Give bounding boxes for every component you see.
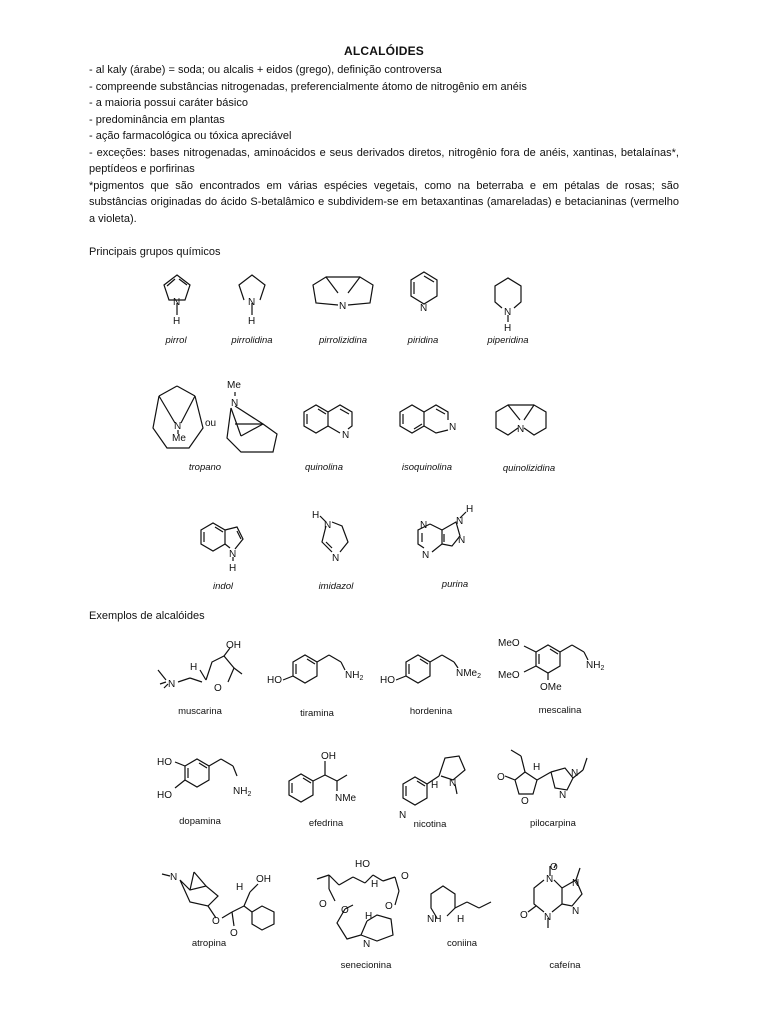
- coniina-structure: [425, 878, 505, 933]
- methoxy-label: MeO: [498, 670, 520, 681]
- nitrogen-atom: N: [456, 516, 464, 527]
- intro-line: - exceções: bases nitrogenadas, aminoácidos e seus derivados diretos, nitrogênio fora de anéis, xantinas, betalaínas*, peptídeos e porfirinas: [89, 146, 679, 175]
- oxygen-atom: O: [550, 862, 558, 873]
- hydrogen-atom: H: [236, 882, 244, 893]
- quinolina-structure: [296, 398, 358, 446]
- label-tropano: tropano: [188, 462, 222, 473]
- nitrogen-atom: N: [544, 912, 552, 923]
- hydrogen-atom: H: [457, 914, 465, 925]
- amine-label: $NH_2$: [345, 670, 364, 682]
- hydrogen-atom: H: [229, 563, 237, 574]
- hydroxyl-label: OH: [321, 751, 336, 762]
- dopamina-structure: [155, 752, 260, 812]
- methyl-label: Me: [227, 380, 241, 391]
- atropina-structure: [160, 862, 310, 937]
- hydrogen-atom: H: [431, 780, 439, 791]
- label-purina: purina: [441, 579, 469, 590]
- oxygen-atom: O: [385, 901, 393, 912]
- nitrogen-atom: N: [170, 872, 178, 883]
- hydroxyl-label: HO: [355, 859, 370, 870]
- nitrogen-atom: N: [173, 297, 181, 308]
- nitrogen-atom: N: [517, 424, 525, 435]
- hydroxyl-label: HO: [380, 675, 395, 686]
- nitrogen-atom: N: [449, 778, 457, 789]
- methoxy-label: MeO: [498, 638, 520, 649]
- label-indol: indol: [212, 581, 234, 592]
- hydrogen-atom: H: [371, 879, 379, 890]
- intro-line: - al kaly (árabe) = soda; ou alcalis + eidos (grego), definição controversa: [89, 64, 442, 76]
- pilocarpina-structure: [495, 740, 605, 815]
- oxygen-atom: O: [497, 772, 505, 783]
- hydrogen-atom: H: [365, 911, 373, 922]
- section-heading-groups: Principais grupos químicos: [89, 246, 221, 258]
- nitrogen-atom: N: [399, 810, 407, 821]
- amine-label: $NH_2$: [586, 660, 605, 672]
- intro-line: - compreende substâncias nitrogenadas, preferencialmente átomo de nitrogênio em anéis: [89, 80, 527, 93]
- methylamine-label: NMe: [335, 793, 357, 804]
- label-coniina: coniina: [446, 938, 478, 949]
- or-label: ou: [205, 418, 217, 429]
- nitrogen-atom: N: [324, 520, 332, 531]
- label-mescalina: mescalina: [538, 705, 582, 716]
- imidazol-structure: [310, 508, 360, 568]
- hordenina-structure: [378, 640, 488, 700]
- quinolizidina-structure: [490, 398, 552, 446]
- hydrogen-atom: H: [190, 662, 198, 673]
- hydrogen-atom: H: [504, 323, 512, 334]
- nicotina-structure: [395, 748, 475, 821]
- label-dopamina: dopamina: [179, 816, 221, 827]
- amine-label: $NH_2$: [233, 786, 252, 798]
- methoxy-label: OMe: [540, 682, 562, 693]
- oxygen-atom: O: [319, 899, 327, 910]
- oxygen-atom: O: [214, 683, 222, 694]
- label-isoquinolina: isoquinolina: [401, 462, 453, 473]
- hydrogen-atom: H: [466, 504, 474, 515]
- label-muscarina: muscarina: [178, 706, 222, 717]
- nitrogen-atom: N: [422, 550, 430, 561]
- oxygen-atom: O: [230, 928, 238, 939]
- amine-label: NH: [427, 914, 442, 925]
- oxygen-atom: O: [212, 916, 220, 927]
- label-hordenina: hordenina: [409, 706, 453, 717]
- intro-line: - a maioria possui caráter básico: [89, 97, 248, 109]
- label-efedrina: efedrina: [308, 818, 344, 829]
- nitrogen-atom: N: [363, 939, 371, 950]
- isoquinolina-structure: [392, 398, 462, 446]
- hydroxyl-label: HO: [267, 675, 282, 686]
- dimethylamine-label: NMe$_2$: [456, 668, 482, 680]
- tropano-structure: [145, 378, 285, 458]
- efedrina-structure: [285, 745, 375, 815]
- oxygen-atom: O: [401, 871, 409, 882]
- hydrogen-atom: H: [533, 762, 541, 773]
- nitrogen-atom: N: [458, 535, 466, 546]
- pirrolidina-structure: [230, 265, 275, 330]
- nitrogen-atom: N: [571, 768, 579, 779]
- methyl-label: Me: [172, 433, 186, 444]
- label-senecionina: senecionina: [340, 960, 392, 971]
- cafeina-structure: [520, 860, 610, 945]
- label-imidazol: imidazol: [318, 581, 354, 592]
- nitrogen-atom: N: [420, 520, 428, 531]
- pirrol-structure: [155, 265, 200, 330]
- label-piridina: piridina: [407, 335, 439, 346]
- hydrogen-atom: H: [312, 510, 320, 521]
- nitrogen-atom: N: [572, 878, 580, 889]
- nitrogen-atom: N: [339, 301, 347, 312]
- nitrogen-atom: N: [449, 422, 457, 433]
- nitrogen-atom: N: [420, 303, 428, 314]
- page-title: ALCALÓIDES: [344, 44, 424, 58]
- hydroxyl-label: OH: [226, 640, 241, 651]
- label-tiramina: tiramina: [300, 708, 334, 719]
- indol-structure: [195, 515, 255, 575]
- hydrogen-atom: H: [248, 316, 256, 327]
- mescalina-structure: [496, 632, 611, 702]
- label-pirrolidina: pirrolidina: [231, 335, 273, 346]
- nitrogen-atom: N: [559, 790, 567, 801]
- nitrogen-atom: N: [546, 874, 554, 885]
- intro-text: [89, 62, 679, 227]
- oxygen-atom: O: [520, 910, 528, 921]
- label-nicotina: nicotina: [413, 819, 447, 830]
- section-heading-examples: Exemplos de alcalóides: [89, 610, 205, 622]
- label-piperidina: piperidina: [487, 335, 529, 346]
- intro-line: - predominância em plantas: [89, 113, 225, 126]
- nitrogen-atom: N: [572, 906, 580, 917]
- hydrogen-atom: H: [173, 316, 181, 327]
- label-quinolizidina: quinolizidina: [502, 463, 556, 474]
- nitrogen-atom: N: [229, 549, 237, 560]
- muscarina-structure: [150, 640, 250, 700]
- nitrogen-atom: N: [231, 398, 239, 409]
- piperidina-structure: [488, 270, 528, 335]
- nitrogen-atom: N: [332, 553, 340, 564]
- nitrogen-atom: N: [504, 307, 512, 318]
- intro-footnote: *pigmentos que são encontrados em várias espécies vegetais, como na beterraba e em pétalas de rosas; são substâncias originadas do ácido S-betalâmico e subdividem-se em betaxantinas (amareladas) e betacianinas (vermelho a violeta).: [89, 179, 679, 225]
- nitrogen-atom: N: [174, 421, 182, 432]
- label-pirrolizidina: pirrolizidina: [318, 335, 368, 346]
- hydroxyl-label: OH: [256, 874, 271, 885]
- oxygen-atom: O: [341, 905, 349, 916]
- intro-line: - ação farmacológica ou tóxica apreciável: [89, 130, 292, 142]
- label-pirrol: pirrol: [165, 335, 187, 346]
- hydroxyl-label: HO: [157, 757, 172, 768]
- label-quinolina: quinolina: [304, 462, 344, 473]
- label-pilocarpina: pilocarpina: [530, 818, 576, 829]
- nitrogen-atom: N: [248, 297, 256, 308]
- hydroxyl-label: HO: [157, 790, 172, 801]
- nitrogen-atom: N: [342, 430, 350, 441]
- label-atropina: atropina: [191, 938, 227, 949]
- label-cafeina: cafeína: [549, 960, 581, 971]
- nitrogen-atom: N: [168, 679, 176, 690]
- purina-structure: [410, 500, 490, 570]
- tiramina-structure: [265, 640, 370, 700]
- pirrolizidina-structure: [308, 265, 378, 325]
- oxygen-atom: O: [521, 796, 529, 807]
- piridina-structure: [404, 267, 444, 322]
